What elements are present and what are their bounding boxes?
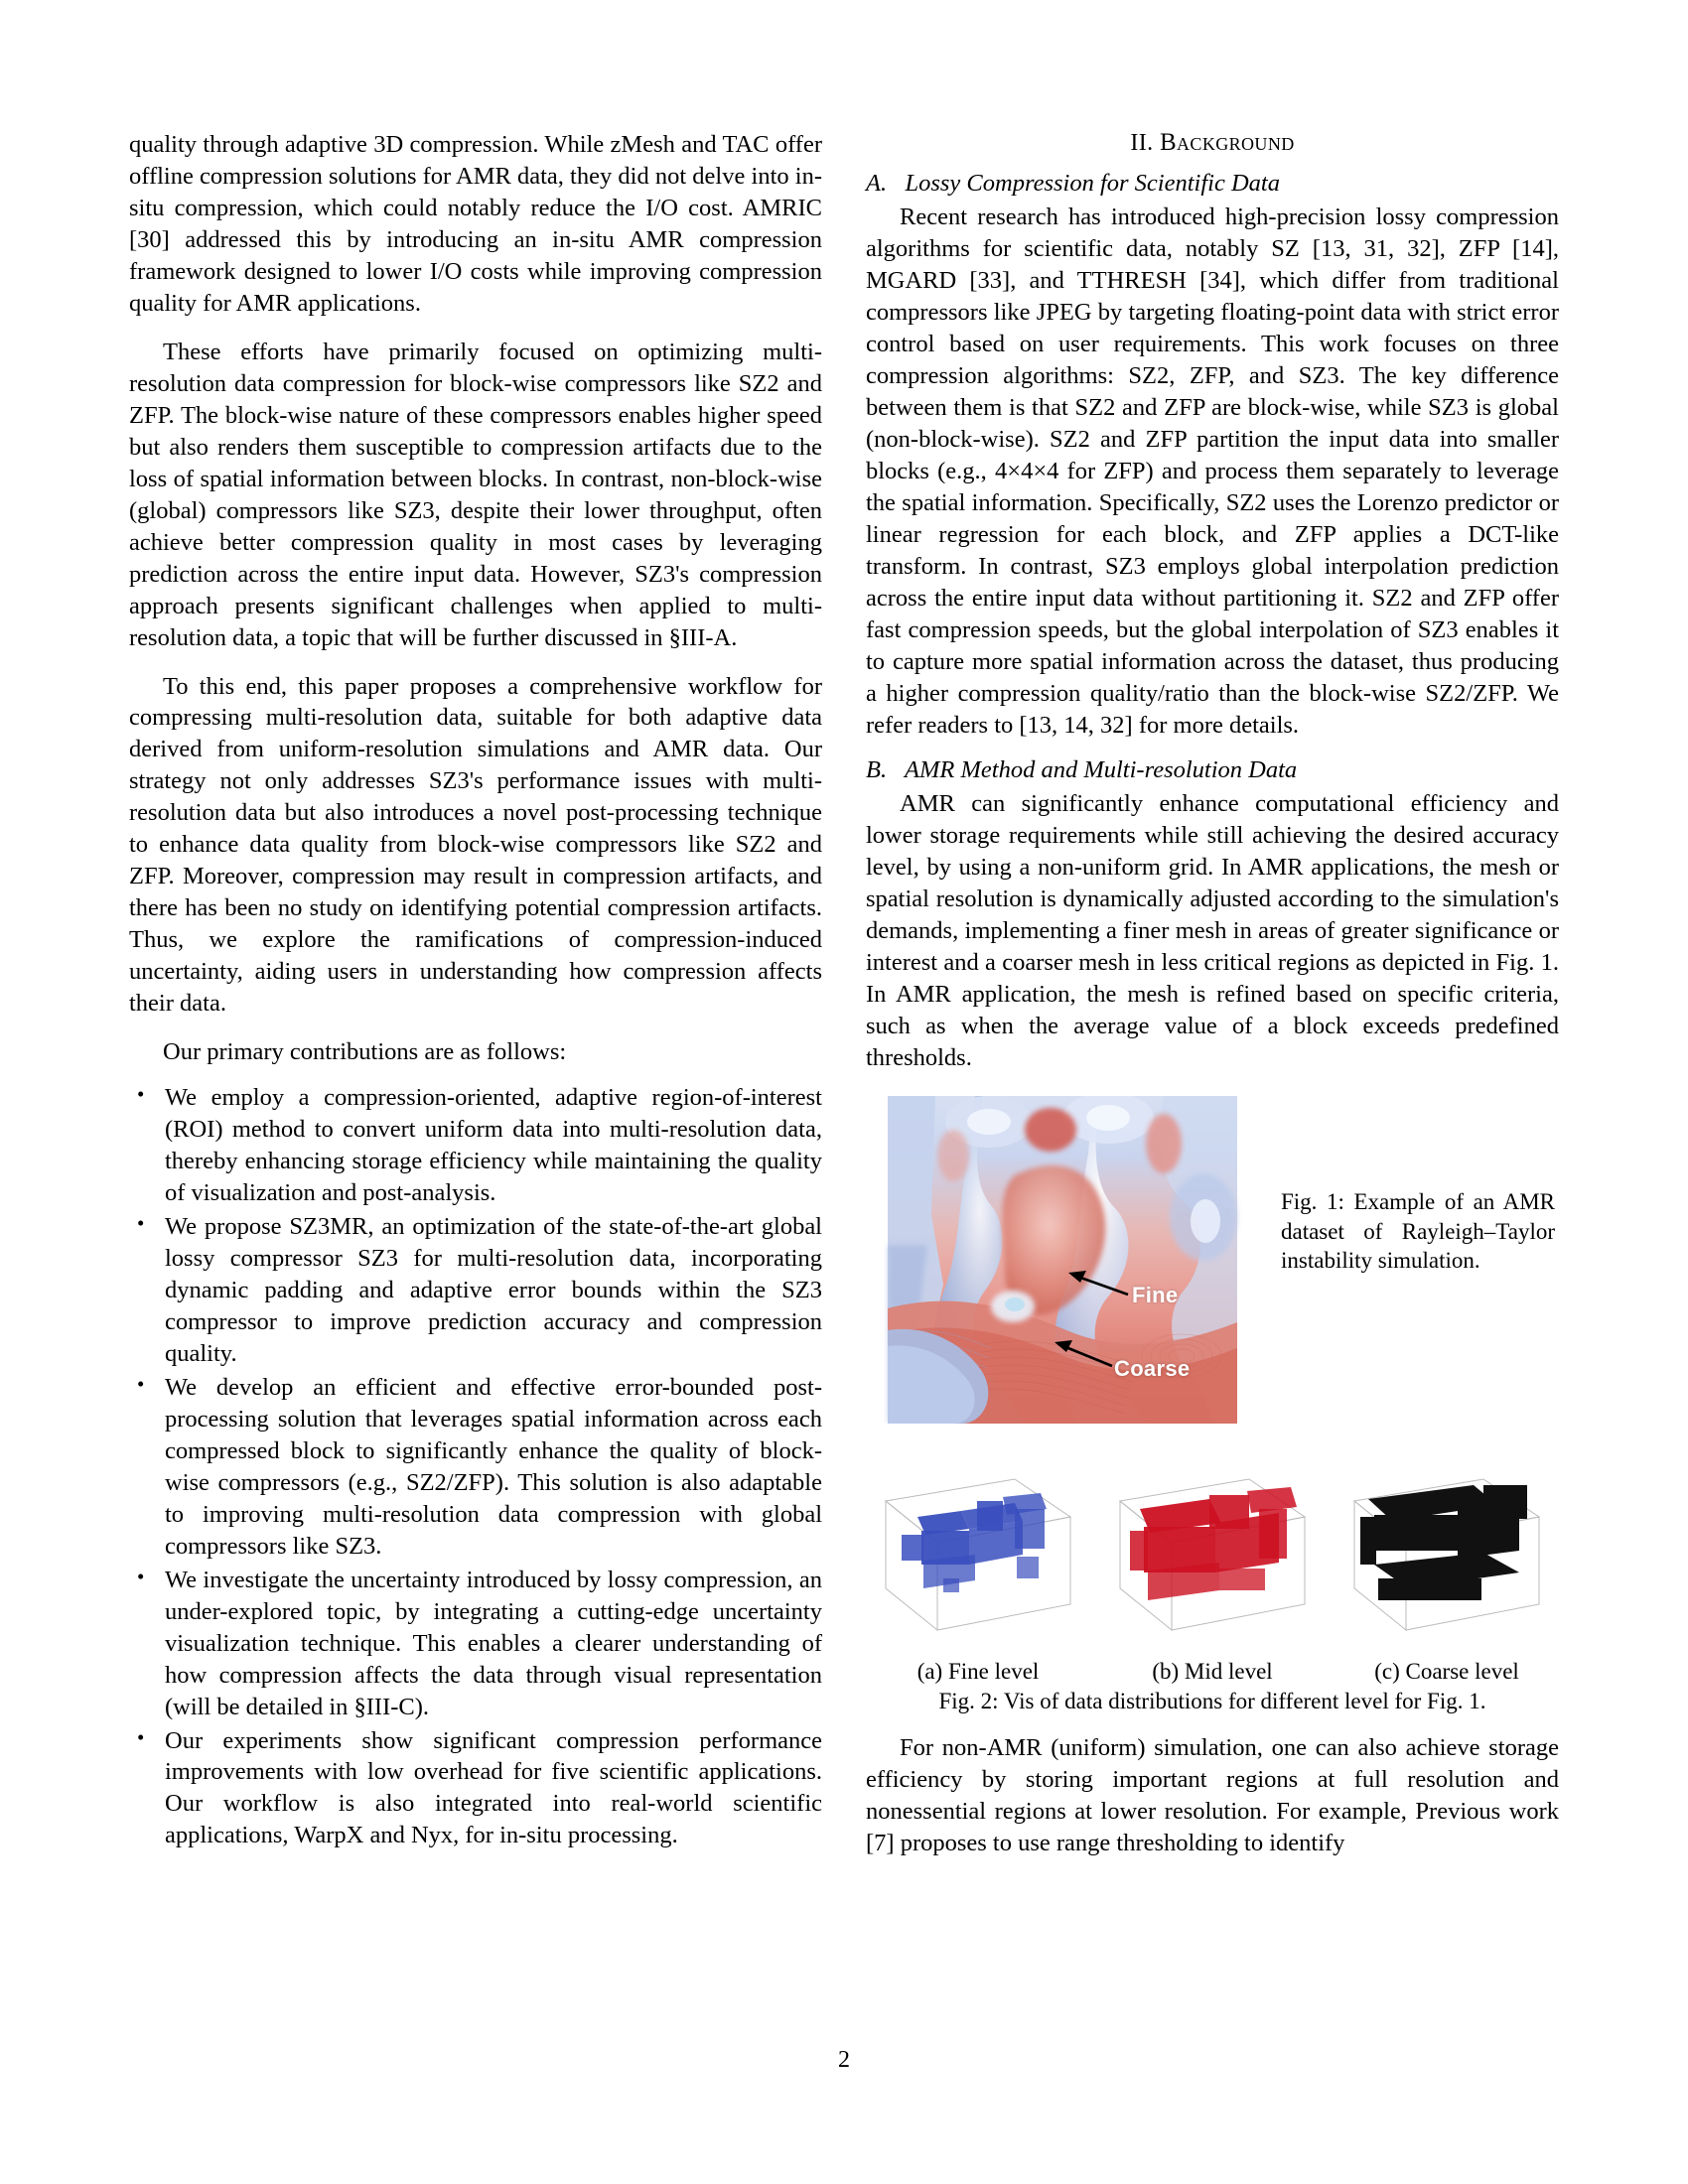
annotation-coarse: Coarse	[1114, 1356, 1191, 1382]
figure-2-panel-fine	[866, 1439, 1090, 1653]
figure-1-caption: Fig. 1: Example of an AMR dataset of Rayleigh–Taylor instability simulation.	[1281, 1189, 1555, 1274]
paragraph-continuation: quality through adaptive 3D compression. While zMesh and TAC offer offline compression solutions for AMR data, they did not delve into in-situ compression, which could notably reduce the I/O cost. AMRIC [30] addressed this by introducing an in-situ AMR compression framework designed to lower I/O costs while improving compression quality for AMR applications.	[129, 131, 822, 317]
section-number: II.	[1130, 130, 1154, 156]
page-number: 2	[838, 2047, 850, 2073]
fine-level-box-render	[866, 1439, 1090, 1653]
figure-1-image	[866, 1096, 1261, 1424]
paragraph-workflow-proposal: To this end, this paper proposes a comprehensive workflow for compressing multi-resolution data, suitable for both adaptive data derived from uniform-resolution simulations and AMR data. Our strategy not only addresses SZ3's performance issues with multi-resolution data but also introduces a novel post-processing technique to enhance data quality from block-wise compressors like SZ2 and ZFP. Moreover, compression may result in compression artifacts, and there has been no study on identifying potential compression artifacts. Thus, we explore the ramifications of compression-induced uncertainty, aiding users in understanding how compression affects their data.	[129, 672, 822, 1018]
section-heading-background	[866, 129, 1559, 157]
figure-2-caption: Fig. 2: Vis of data distributions for different level for Fig. 1.	[938, 1689, 1486, 1714]
list-item: • We employ a compression-oriented, adaptive region-of-interest (ROI) method to convert uniform data into multi-resolution data, thereby enhancing storage efficiency while maintaining the quality of visualization and post-analysis.	[163, 1082, 822, 1209]
paragraph-block-wise-compressors: These efforts have primarily focused on optimizing multi-resolution data compression for block-wise compressors like SZ2 and ZFP. The block-wise nature of these compressors enables higher speed but also renders them susceptible to compression artifacts due to the loss of spatial information between blocks. In contrast, non-block-wise (global) compressors like SZ3, despite their lower throughput, often achieve better compression quality in most cases by leveraging prediction across the entire input data. However, SZ3's compression approach presents significant challenges when applied to multi-resolution data, a topic that will be further discussed in §III-A.	[129, 338, 822, 651]
list-item: • We propose SZ3MR, an optimization of the state-of-the-art global lossy compressor SZ3 for multi-resolution data, incorporating dynamic padding and adaptive error bounds within the SZ3 compressor to improve prediction accuracy and compression quality.	[163, 1211, 822, 1370]
list-item: • We develop an efficient and effective error-bounded post-processing solution that leverages spatial information across each compressed block to significantly enhance the quality of block-wise compressors (e.g., SZ2/ZFP). This solution is also adaptable to improving multi-resolution data compression with global compressors like SZ3.	[163, 1372, 822, 1563]
subsection-b-label: B.	[866, 756, 888, 784]
contributions-list	[129, 1082, 822, 1851]
list-item: • We investigate the uncertainty introduced by lossy compression, an under-explored topic, by integrating a cutting-edge uncertainty visualization technique. This enables a clearer understanding of how compression affects the data through visual representation (will be detailed in §III-C).	[163, 1565, 822, 1723]
figure-2-subcaption-c: (c) Coarse level	[1374, 1659, 1519, 1685]
figure-2-panels	[866, 1439, 1559, 1653]
section-title: Background	[1159, 129, 1295, 156]
figure-2-subcaption-b: (b) Mid level	[1152, 1659, 1273, 1685]
figure-2-panel-coarse	[1335, 1439, 1559, 1653]
mid-level-box-render	[1100, 1439, 1325, 1653]
figure-1	[866, 1096, 1559, 1424]
paragraph-lossy-compression: Recent research has introduced high-precision lossy compression algorithms for scientific data, notably SZ [13, 31, 32], ZFP [14], MGARD [33], and TTHRESH [34], which differ from traditional compressors like JPEG by targeting floating-point data with strict error control based on user requirements. This work focuses on three compression algorithms: SZ2, ZFP, and SZ3. The key difference between them is that SZ2 and ZFP are block-wise, while SZ3 is global (non-block-wise). SZ2 and ZFP partition the input data into smaller blocks (e.g., 4×4×4 for ZFP) and process them separately to leverage the spatial information. Specifically, SZ2 uses the Lorenzo predictor or linear regression for each block, and ZFP applies a DCT-like transform. In contrast, SZ3 employs global interpolation prediction across the entire input data without partitioning it. SZ2 and ZFP offer fast compression speeds, but the global interpolation of SZ3 enables it to capture more spatial information across the dataset, thus producing a higher compression quality/ratio than the block-wise SZ2/ZFP. We refer readers to [13, 14, 32] for more details.	[866, 204, 1559, 739]
subsection-heading-b	[866, 756, 1559, 784]
paragraph-contributions-intro: Our primary contributions are as follows:	[163, 1038, 567, 1066]
two-column-body	[129, 129, 1559, 1859]
right-column	[866, 129, 1559, 1859]
left-column	[129, 129, 822, 1859]
figure-2	[866, 1439, 1559, 1714]
subsection-heading-a	[866, 170, 1559, 198]
figure-2-panel-mid	[1100, 1439, 1325, 1653]
list-item: • Our experiments show significant compression performance improvements with low overhead for five scientific applications. Our workflow is also integrated into real-world scientific applications, WarpX and Nyx, for in-situ processing.	[163, 1725, 822, 1852]
coarse-level-box-render	[1335, 1439, 1559, 1653]
subsection-b-title: AMR Method and Multi-resolution Data	[905, 756, 1298, 784]
subsection-a-title: Lossy Compression for Scientific Data	[905, 170, 1280, 197]
paragraph-amr-method: AMR can significantly enhance computational efficiency and lower storage requirements while still achieving the desired accuracy level, by using a non-uniform grid. In AMR applications, the mesh or spatial resolution is dynamically adjusted according to the simulation's demands, implementing a finer mesh in areas of greater significance or interest and a coarser mesh in less critical regions as depicted in Fig. 1. In AMR application, the mesh is refined based on specific criteria, such as when the average value of a block exceeds predefined thresholds.	[866, 790, 1559, 1072]
figure-2-subcaptions	[866, 1659, 1559, 1685]
subsection-a-label: A.	[866, 170, 888, 197]
paragraph-non-amr-uniform: For non-AMR (uniform) simulation, one can also achieve storage efficiency by storing important regions at full resolution and nonessential regions at lower resolution. For example, Previous work [7] proposes to use range thresholding to identify	[866, 1734, 1559, 1857]
rayleigh-taylor-render	[866, 1096, 1261, 1424]
figure-2-subcaption-a: (a) Fine level	[916, 1659, 1040, 1685]
annotation-fine: Fine	[1132, 1283, 1179, 1308]
